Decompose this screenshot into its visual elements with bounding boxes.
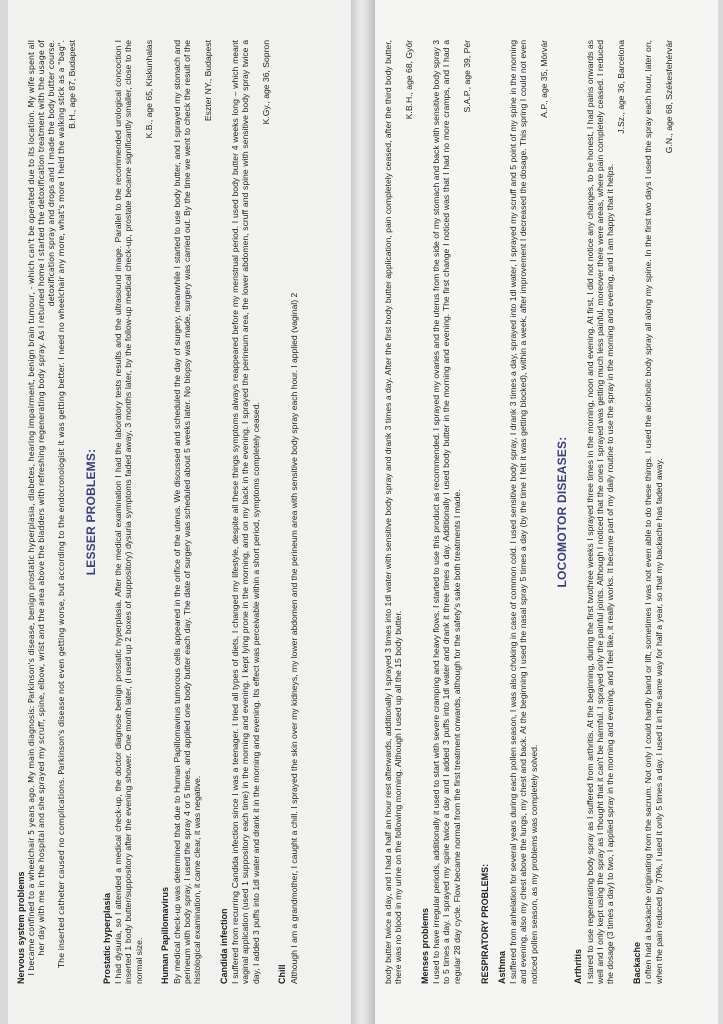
hpv-signature: Eszter NY., Budapest: [202, 40, 213, 122]
menses-body: I used to have irregular periods, additionally it used to start with severe cramping and heavy flows. I started to use this product as recommended. I sprayed my ovaries and the uterus from the side of my stomach and back with sensitive body spray 3 to 5 times a day. I sprayed my spine twice a day and I added 3 puffs into 1dl water and drank it three times a day. Additionally I used body butter in the morning and evening. The first change I noticed was that I had no more cramps, and I had a regular 28 day cycle. Flow became normal from the first treatment onwards, although for the safety's sake both treatments I made.: [431, 40, 462, 984]
hpv-body: By medical check-up was determined that due to Human Papillomavirus tumorous cells appeared in the orifice of the uterus. We discussed and scheduled the day of surgery, meanwhile I started to use body butter, and I sprayed my stomach and perineum with body spray. I used the spray 4 or 5 times, and applied one body butter each day. The date of surgery was scheduled about 5 weeks later. No biopsy was made, surgery was carried out. By the time we went to check the result of the histological examination, it came clear, it was negative.: [171, 40, 203, 984]
page-fold: [351, 0, 375, 1024]
candida-heading: Candida infection: [218, 908, 229, 984]
respiratory-problems-title: RESPIRATORY PROBLEMS:: [480, 863, 491, 984]
chill-continued-body: body butter twice a day, and I had a half an hour rest afterwards, additionally I sprayed 3 times into 1dl water with sensitive body spray and drank 3 times a day. After the first body butter application, pain completely ceased, after the third body butter, there was no blood in my urine on the following morning. Although I used up all the 15 body butter.: [383, 40, 404, 984]
asthma-section: [497, 40, 549, 984]
nervous-system-paragraph-2: The inserted catheter caused no complications. Parkinson's disease not even getting worse, but according to the endocronologist it was getting better. I need no wheelchair any more, what's more I held the walking stick as a "bag".: [57, 40, 67, 968]
menses-signature: S.A.P., age 39, Pér: [462, 40, 473, 113]
hpv-heading: Human Papillomavirus: [160, 886, 171, 984]
right-page-content: [375, 0, 718, 1024]
arthritis-heading: Arthritis: [573, 948, 584, 984]
prostatic-heading: Prostatic hyperplasia: [101, 892, 112, 984]
lesser-problems-title: LESSER PROBLEMS:: [83, 448, 98, 576]
prostatic-body: I had dysuria, so I attended a medical check-up, the doctor diagnose benign prostatic hyperplasia. After the medical examination I had the laboratory tests results and the ultrasound image. Parallel to the recommended urological concoction I inserted 1 body butter/suppository after the evening shower. One month later, (I used up 2 boxes of suppository) dysuria symptoms faded away, 3 months later, by the follow-up medical check-up, prostate became significantly smaller, close to the normal size.: [113, 40, 144, 984]
arthritis-body: I stared to use regenerating body spray as I suffered from arthritis. At the beginning, during the first twothree weeks I sprayed three times in the morning, noon and evening. At first, I did not notice any changes, to be honest, I had pains onwards as well and I only kept using the spray as I thought that it can't be harmful. I sprayed only the painful joints. Although I noticed that the ones I sprayed was getting much less painful, moreover there were areas, where pain completely ceased. I reduced the dosage (3 times a day) to two, I applied spray in the morning and evening, and I feel like, it really works. It became part of my daily routine to use the spray in the morning and evening, and I am happy that it helps.: [584, 40, 616, 984]
backache-body: I often had a backache originating from the sacrum. Not only I could hardly band or lift, sometimes I was not even able to do these things. I used the alcoholic body spray all along my spine. In the first two days I used the spray each hour, later on, when the pain reduced by 70%, I used it only 5 times a day. I used it in the same way for half a year, so that my backache has faded away.: [643, 40, 664, 984]
arthritis-signature: J.Sz., age 36, Barcelona: [615, 40, 626, 134]
prostatic-section: [102, 40, 154, 984]
hpv-section: [160, 40, 212, 984]
chill-continued-section: [383, 40, 414, 984]
left-page: [8, 0, 351, 1024]
menses-heading: Menses problems: [419, 907, 430, 984]
nervous-system-body: [27, 40, 67, 984]
left-page-content: [8, 0, 351, 1024]
candida-section: [219, 40, 271, 984]
asthma-heading: Asthma: [496, 950, 507, 984]
nervous-system-signature: B.H., age 87, Budapest: [67, 40, 78, 129]
locomotor-diseases-title: LOCOMOTOR DISEASES:: [555, 436, 570, 588]
backache-signature: G.N., age 68, Székesfehérvár: [663, 40, 674, 154]
chill-signature: K.B.H., age 68, Győr: [403, 40, 414, 120]
candida-signature: K.Gy., age 36, Sopron: [261, 40, 272, 125]
candida-body: I suffered from recurring Candida infection since I was a teenager. I tried all types of diets, I changed my lifestyle, despite all these things symptoms always reappeared before my menstrual period. I used body butter 4 weeks long – which meant vaginal application (used 1 suppository each time) in the morning and evening. I kept lying prone in the morning, and on my back in the evening. I sprayed the perineum area, the lower abdomen, scruff and spine with sensitive body spray twice a day, I added 3 puffs into 1dl water and drank it in the morning and evening. Its effect was perceivable within a short period, symptoms completely ceased.: [230, 40, 261, 984]
asthma-signature: A.P., age 35, Mórvár: [538, 40, 549, 118]
chill-body: Although I am a grandmother, I caught a chill. I sprayed the skin over my kidneys, my lower abdomen and the perineum area with sensitive body spray each hour. I applied (vaginal) 2: [288, 292, 299, 984]
nervous-system-section: [16, 40, 78, 984]
nervous-system-paragraph-1: I became confined to a wheelchair 5 years ago. My main diagnosis: Parkinson's disease, benign prostatic hyperplasia, diabetes, hearing impairment, benign brain tumour, - which can't be operated due to its location. My wife spent all her day with me in the hospital and she sprayed my scruff, spine, elbow, wrist and the area above the bladders with refreshing regenerating body spray. As I returned home I started the detoxification treatment with the usage of detoxification spray and drops and I made the body butter course.: [27, 40, 57, 976]
nervous-system-heading: Nervous system problems: [16, 871, 26, 984]
menses-section: [420, 40, 472, 984]
backache-section: [632, 40, 674, 984]
asthma-body: I suffered from anhelation for several years during each pollen season, I was also choking in case of common cold. I used sensitive body spray, I drank 3 times a day, sprayed into 1dl water, I sprayed my scruff and 5 point of my spine in the morning and evening, also my chest above the lungs, my chest and back. At the beginning I used the nasal spray 5 times a day (by the time I felt it was getting blocked), within a week, after improvement I decreased the dosage. This spring I could not even noticed pollen season, as my problems was completely solved.: [507, 40, 539, 984]
right-page: [375, 0, 718, 1024]
backache-heading: Backache: [631, 941, 642, 984]
chill-section: [277, 40, 299, 984]
prostatic-signature: K.B., age 65, Kiskunhalas: [144, 40, 155, 139]
chill-heading: Chill: [277, 964, 288, 984]
arthritis-section: [573, 40, 625, 984]
